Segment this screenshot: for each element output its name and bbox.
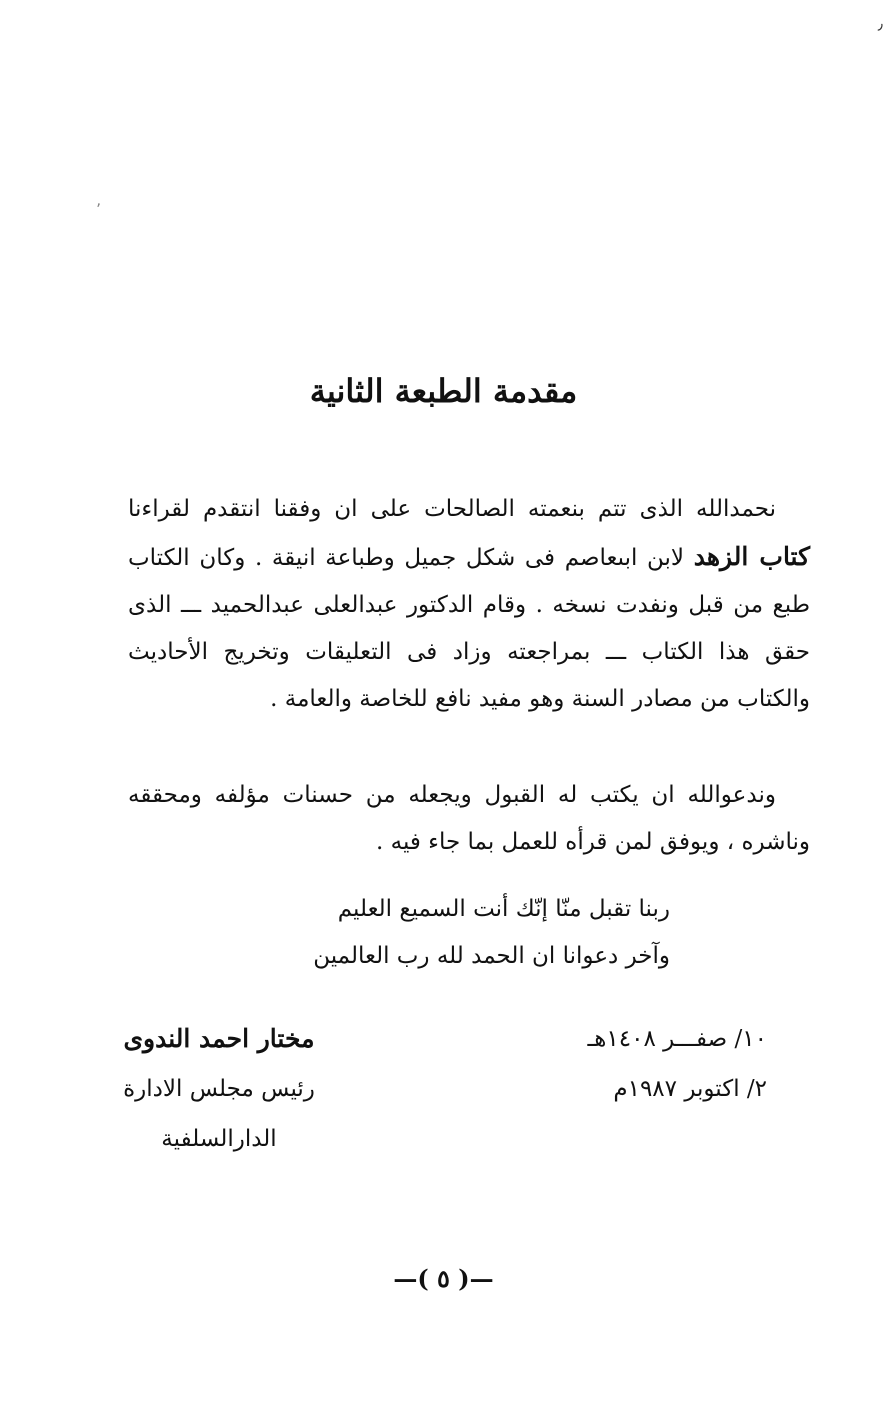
book-title: كتاب الزهد [693,542,811,571]
paragraph-prayer-text: وندعوالله ان يكتب له القبول ويجعله من حسنات مؤلفه ومحققه وناشره ، ويوفق لمن قرأه للعمل بما جاء فيه . [128,782,810,855]
date-gregorian: ٢/ اكتوبر ١٩٨٧م [613,1076,767,1102]
paragraph-intro-part1: نحمدالله الذى تتم بنعمته الصالحات على ان وفقنا انتقدم لقراءنا [128,496,776,522]
prayer-line-2: وآخر دعوانا ان الحمد لله رب العالمين [313,943,670,969]
paragraph-prayer-intro [128,772,810,866]
signatory-organization: الدارالسلفية [161,1126,277,1152]
scan-mark-left: ٬ [96,200,102,219]
closing-prayer [230,886,670,980]
page-number: —( ٥ )— [393,1264,494,1293]
date-block [507,1014,767,1114]
prayer-line-1: ربنا تقبل منّا إنّك أنت السميع العليم [337,896,670,922]
paragraph-intro-part2: لابن ابىعاصم فى شكل جميل وطباعة انيقة . وكان الكتاب طبع من قبل ونفدت نسخه . وقام الدكتور عبدالعلى عبدالحميد ـــ الذى حقق هذا الكتاب ـــ بمراجعته وزاد فى التعليقات وتخريج الأحاديث والكتاب من مصادر السنة وهو مفيد نافع للخاصة والعامة . [128,545,810,712]
signatory-role: رئيس مجلس الادارة [123,1076,315,1102]
signature-block [89,1014,349,1164]
scan-mark-top: ٫ [877,14,883,33]
date-hijri: ١٠/ صفـــر ١٤٠٨هـ [587,1026,767,1052]
page-title: مقدمة الطبعة الثانية [309,372,578,410]
paragraph-intro [128,486,810,723]
signatory-name: مختار احمد الندوى [123,1024,315,1053]
